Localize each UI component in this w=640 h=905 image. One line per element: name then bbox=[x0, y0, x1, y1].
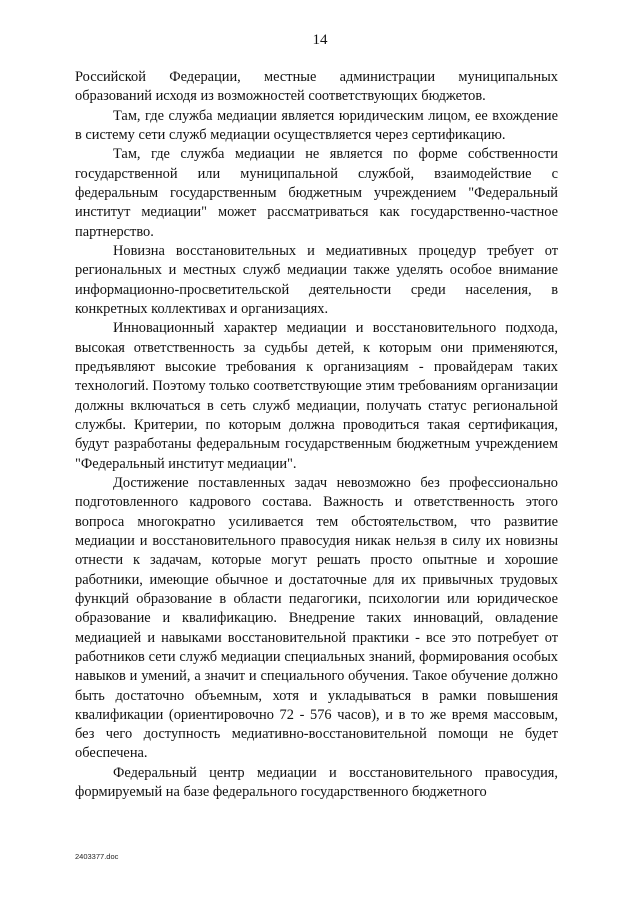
page-number: 14 bbox=[312, 32, 328, 48]
paragraph: Там, где служба медиации является юридическим лицом, ее вхождение в систему сети служб медиации осуществляется через сертификацию. bbox=[75, 107, 558, 143]
paragraph: Новизна восстановительных и медиативных процедур требует от региональных и местных служб медиации также уделять особое внимание информационно-просветительской деятельности среди населения, в конкретных коллективах и организациях. bbox=[75, 242, 558, 317]
document-body bbox=[75, 68, 558, 802]
paragraph: Российской Федерации, местные администрации муниципальных образований исходя из возможностей соответствующих бюджетов. bbox=[75, 69, 558, 105]
paragraph: Федеральный центр медиации и восстановительного правосудия, формируемый на базе федерального государственного бюджетного bbox=[75, 764, 558, 801]
paragraph: Достижение поставленных задач невозможно без профессионально подготовленного кадрового состава. Важность и ответственность этого вопроса многократно усиливается тем обстоятельством, что развитие медиации и восстановительного правосудия никак нельзя в силу их новизны отнести к задачам, которые могут решать просто опытные и хорошие работники, имеющие обычное и достаточные для их привычных трудовых функций образование в области педагогики, психологии или юридическое образование и квалификацию. Внедрение таких инноваций, овладение медиацией и навыками восстановительной практики - все это потребует от работников сети служб медиации специальных знаний, формирования особых навыков и умений, а значит и специального обучения. Такое обучение должно быть достаточно объемным, хотя и укладываться в рамки повышения квалификации (ориентировочно 72 - 576 часов), и в то же время массовым, без чего доступность медиативно-восстановительной помощи не будет обеспечена. bbox=[75, 474, 558, 762]
footer-file-name: 2403377.doc bbox=[75, 852, 119, 861]
paragraph: Там, где служба медиации не является по форме собственности государственной или муниципальной службой, взаимодействие с федеральным государственным бюджетным учреждением "Федеральный институт медиации" может рассматриваться как государственно-частное партнерство. bbox=[75, 146, 558, 240]
paragraph: Инновационный характер медиации и восстановительного подхода, высокая ответственность за судьбы детей, к которым они применяются, предъявляют высокие требования к организациям - провайдерам таких технологий. Поэтому только соответствующие этим требованиям организации должны включаться в сеть служб медиации, получать статус региональной службы. Критерии, по которым должна проводиться такая сертификация, будут разработаны федеральным государственным бюджетным учреждением "Федеральный институт медиации". bbox=[75, 320, 558, 472]
